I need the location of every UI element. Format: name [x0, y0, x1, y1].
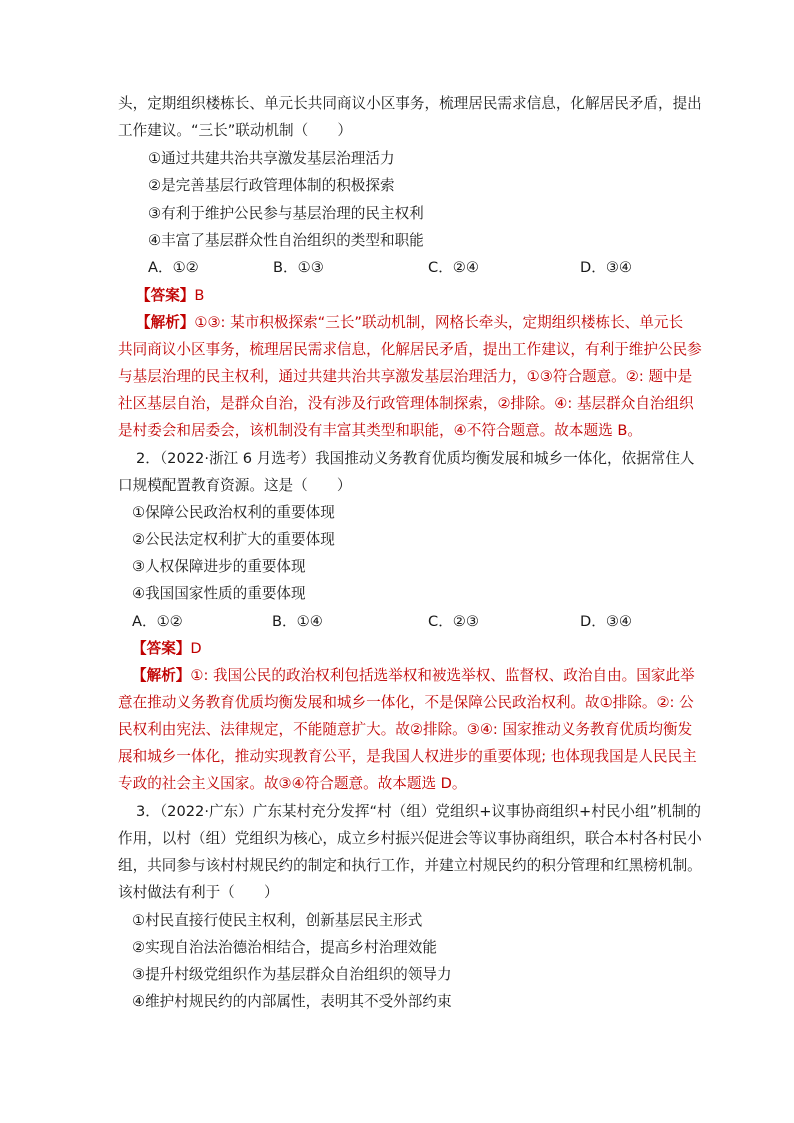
q2-stem-line-2: 口规模配置教育资源。这是（ ）: [118, 477, 352, 494]
q3-item-1: ①村民直接行使民主权利，创新基层民主形式: [132, 912, 423, 929]
q3-item-4: ④维护村规民约的内部属性，表明其不受外部约束: [132, 993, 452, 1010]
q3-item-2: ②实现自治法治德治相结合，提高乡村治理效能: [132, 939, 437, 956]
q1-analysis-line-3: 与基层治理的民主权利，通过共建共治共享激发基层治理活力，①③符合题意。②: 题中是: [118, 368, 693, 385]
q1-item-4: ④丰富了基层群众性自治组织的类型和职能: [148, 232, 424, 249]
q2-answer-value: D: [190, 640, 202, 657]
q2-analysis-line-1: [132, 666, 695, 686]
q2-options: [132, 612, 672, 632]
q1-analysis-line-4: 社区基层自治，是群众自治，没有涉及行政管理体制探索，②排除。④: 基层群众自治组织: [118, 395, 694, 412]
q3-stem-line-2: 作用，以村（组）党组织为核心，成立乡村振兴促进会等议事协商组织，联合本村各村民小: [118, 830, 702, 847]
q2-item-2: ②公民法定权利扩大的重要体现: [132, 531, 335, 548]
q1-answer-value: B: [194, 287, 205, 304]
q2-stem-line-1: 2．（2022·浙江 6 月选考）我国推动义务教育优质均衡发展和城乡一体化，依据常住人: [136, 450, 695, 467]
q1-analysis-line-2: 共同商议小区事务，梳理居民需求信息，化解居民矛盾，提出工作建议，有利于维护公民参: [118, 341, 702, 358]
q1-analysis-line-5: 是村委会和居委会，该机制没有丰富其类型和职能，④不符合题意。故本题选 B。: [118, 422, 642, 439]
q3-stem-line-1: 3．（2022·广东）广东某村充分发挥“村（组）党组织+议事协商组织+村民小组”机制的: [136, 803, 701, 820]
q1-item-2: ②是完善基层行政管理体制的积极探索: [148, 177, 395, 194]
q2-option-a: A．①②: [132, 613, 183, 630]
q1-option-b: B．①③: [273, 259, 324, 276]
q2-analysis-line-5: 专政的社会主义国家。故③④符合题意。故本题选 D。: [118, 775, 467, 792]
q2-option-d: D．③④: [580, 613, 632, 630]
q1-option-a: A．①②: [148, 259, 199, 276]
q2-analysis-label: 【解析】: [132, 667, 191, 684]
q2-item-3: ③人权保障进步的重要体现: [132, 558, 306, 575]
q2-answer-label: 【答案】: [132, 640, 191, 657]
q1-stem-line-2: 工作建议。“三长”联动机制（ ）: [118, 122, 353, 139]
q2-analysis-line-4: 展和城乡一体化，推动实现教育公平，是我国人权进步的重要体现; 也体现我国是人民民主: [118, 748, 697, 765]
q1-analysis-line-1: [136, 313, 683, 333]
q1-answer: [136, 286, 204, 306]
q1-stem-line-1: 头，定期组织楼栋长、单元长共同商议小区事务，梳理居民需求信息，化解居民矛盾，提出: [118, 95, 702, 112]
q2-analysis-line-2: 意在推动义务教育优质均衡发展和城乡一体化，不是保障公民政治权利。故①排除。②: 公: [118, 694, 694, 711]
q1-option-d: D．③④: [580, 259, 632, 276]
q2-option-b: B．①④: [272, 613, 323, 630]
q3-stem-line-3: 组，共同参与该村村规民约的制定和执行工作，并建立村规民约的积分管理和红黑榜机制。: [118, 857, 702, 874]
q2-item-1: ①保障公民政治权利的重要体现: [132, 504, 335, 521]
q1-item-3: ③有利于维护公民参与基层治理的民主权利: [148, 205, 424, 222]
q2-analysis-text-1: ①: 我国公民的政治权利包括选举权和被选举权、监督权、政治自由。国家此举: [190, 667, 695, 684]
q1-analysis-text-1: ①③: 某市积极探索“三长”联动机制，网格长牵头，定期组织楼栋长、单元长: [194, 314, 684, 331]
q3-stem-line-4: 该村做法有利于（ ）: [118, 884, 279, 901]
q1-answer-label: 【答案】: [136, 287, 195, 304]
q2-item-4: ④我国国家性质的重要体现: [132, 585, 306, 602]
q3-item-3: ③提升村级党组织作为基层群众自治组织的领导力: [132, 966, 452, 983]
q1-option-c: C．②④: [428, 259, 479, 276]
q2-answer: [132, 639, 202, 659]
q1-analysis-label: 【解析】: [136, 314, 195, 331]
q2-analysis-line-3: 民权利由宪法、法律规定，不能随意扩大。故②排除。③④: 国家推动义务教育优质均衡发: [118, 721, 693, 738]
q1-options: [148, 258, 668, 278]
q2-option-c: C．②③: [428, 613, 479, 630]
q1-item-1: ①通过共建共治共享激发基层治理活力: [148, 150, 395, 167]
